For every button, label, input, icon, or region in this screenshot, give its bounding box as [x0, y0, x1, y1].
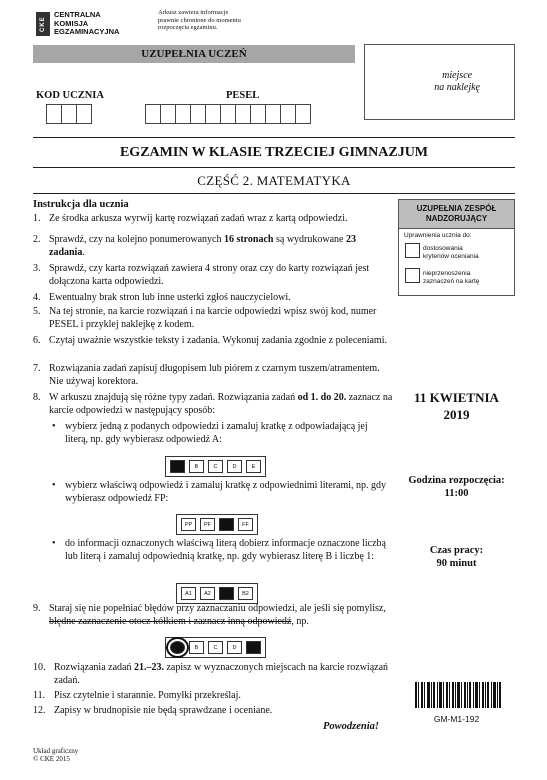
item-text: W arkuszu znajdują się różne typy zadań. Rozwiązania zadań od 1. do 20. zaznacz na karcie odpowiedzi w następujący sposób:	[49, 392, 393, 416]
exam-title: EGZAMIN W KLASIE TRZECIEJ GIMNAZJUM	[119, 145, 429, 160]
rights-label: Uprawnienia ucznia do:	[404, 232, 472, 239]
exam-date-day: 11 KWIETNIA	[414, 390, 499, 405]
instruction-item	[33, 705, 393, 718]
item-text: Pisz czytelnie i starannie. Pomyłki przekreślaj.	[54, 690, 241, 701]
start-time-label: Godzina rozpoczęcia:	[408, 475, 505, 486]
item-number: 3.	[33, 263, 41, 274]
barcode	[415, 682, 501, 708]
divider-top	[33, 137, 515, 138]
answer-box: E	[246, 641, 261, 654]
confidential-note	[158, 9, 241, 32]
no-transfer-label: nieprzenoszenia zaznaczeń na kartę	[423, 270, 480, 285]
pesel-boxes[interactable]	[145, 104, 310, 124]
divider-bottom	[33, 193, 515, 194]
item-text: Sprawdź, czy na kolejno ponumerowanych 16 stronach są wydrukowane 23 zadania.	[49, 234, 356, 258]
item-number: 5.	[33, 306, 41, 317]
answer-box: A2	[200, 587, 215, 600]
instruction-item	[33, 292, 393, 305]
bullet-item	[52, 480, 392, 505]
instruction-item	[33, 603, 393, 628]
note-line-2: prawnie chronione do momentu	[158, 16, 241, 24]
answer-box: C	[208, 641, 223, 654]
footer-line-2: © CKE 2015	[33, 755, 70, 763]
supervisor-panel-body	[398, 229, 515, 296]
pesel-label: PESEL	[226, 90, 260, 101]
instruction-item	[33, 662, 393, 687]
footer-line-1: Układ graficzny	[33, 747, 79, 755]
item-text: Ze środka arkusza wyrwij kartę rozwiązań zadań wraz z kartą odpowiedzi.	[49, 213, 348, 224]
student-fill-bar	[33, 45, 355, 63]
instruction-item	[33, 335, 393, 348]
bullet-dot: •	[52, 480, 56, 491]
adjust-criteria-checkbox[interactable]	[405, 243, 420, 258]
exam-date-year: 2019	[443, 407, 470, 422]
sticker-area	[364, 44, 515, 120]
exam-code: GM-M1-192	[433, 714, 480, 724]
instructions-heading: Instrukcja dla ucznia	[33, 199, 129, 210]
answer-box: PF	[200, 518, 215, 531]
answer-box: B1	[219, 587, 234, 600]
item-number: 6.	[33, 335, 41, 346]
answer-box: B	[189, 641, 204, 654]
note-line-1: Arkusz zawiera informacje	[158, 9, 229, 16]
item-text: Rozwiązania zadań zapisuj długopisem lub piórem z czarnym tuszem/atramentem. Nie używaj korektora.	[49, 363, 380, 387]
item-number: 10.	[33, 662, 46, 673]
duration-label: Czas pracy:	[429, 545, 484, 556]
bullet-item	[52, 421, 392, 446]
item-text: Rozwiązania zadań 21.–23. zapisz w wyznaczonych miejscach na karcie rozwiązań zadań.	[54, 662, 389, 686]
instruction-item	[33, 234, 393, 259]
instruction-item	[33, 690, 393, 703]
bullet-text: wybierz jedną z podanych odpowiedzi i zamaluj kratkę z odpowiadającą jej literą, np. gdy wybierasz odpowiedź A:	[65, 421, 368, 445]
cke-logo: CKE	[36, 12, 50, 36]
item-number: 8.	[33, 392, 41, 403]
instruction-item	[33, 306, 393, 331]
answer-box: D	[227, 641, 242, 654]
bullet-item	[52, 538, 392, 563]
start-time	[398, 474, 515, 500]
instruction-item	[33, 363, 393, 388]
institution-line-3: EGZAMINACYJNA	[54, 27, 120, 36]
item-text: Ewentualny brak stron lub inne usterki zgłoś nauczycielowi.	[49, 292, 291, 303]
note-line-3: rozpoczęcia egzaminu.	[158, 24, 218, 31]
institution-line-1: CENTRALNA	[54, 10, 101, 19]
answer-box: D	[227, 460, 242, 473]
answer-box: C	[208, 460, 223, 473]
item-number: 4.	[33, 292, 41, 303]
answer-box: B2	[238, 587, 253, 600]
supervisor-panel	[398, 199, 515, 296]
adjust-criteria-label: dostosowania kryteriów oceniania	[423, 245, 479, 260]
item-number: 1.	[33, 213, 41, 224]
answer-box: E	[246, 460, 261, 473]
bullet-dot: •	[52, 421, 56, 432]
instruction-item	[33, 263, 393, 288]
start-time-value: 11:00	[444, 488, 469, 499]
student-code-label: KOD UCZNIA	[36, 90, 104, 101]
footer	[33, 747, 78, 763]
answer-example-2	[176, 514, 258, 535]
answer-box: B	[189, 460, 204, 473]
instruction-item	[33, 213, 393, 226]
item-text: Sprawdź, czy karta rozwiązań zawiera 4 strony oraz czy do karty rozwiązań jest dołączona karta odpowiedzi.	[49, 263, 370, 287]
answer-box: FF	[238, 518, 253, 531]
item-number: 7.	[33, 363, 41, 374]
answer-box: PP	[181, 518, 196, 531]
bullet-text: do informacji oznaczonych właściwą literą dobierz informacje oznaczone liczbą lub literą i zamaluj odpowiednią kratkę, np. gdy wybierasz literę B i liczbę 1:	[65, 538, 386, 562]
sticker-line-1: miejsce	[442, 70, 473, 81]
answer-box: A	[170, 460, 185, 473]
institution-line-2: KOMISJA	[54, 18, 89, 28]
item-text: Zapisy w brudnopisie nie będą sprawdzane i oceniane.	[54, 705, 273, 716]
item-number: 2.	[33, 234, 41, 245]
no-transfer-checkbox[interactable]	[405, 268, 420, 283]
answer-box: A	[170, 641, 185, 654]
student-fill-label: UZUPEŁNIA UCZEŃ	[141, 48, 247, 60]
answer-example-3	[176, 583, 258, 604]
bullet-text: wybierz właściwą odpowiedź i zamaluj kratkę z odpowiednimi literami, np. gdy wybierasz odpowiedź FP:	[65, 480, 387, 504]
item-number: 11.	[33, 690, 46, 701]
institution-name	[54, 11, 119, 37]
answer-example-1	[165, 456, 266, 477]
answer-box: A1	[181, 587, 196, 600]
item-number: 12.	[33, 705, 46, 716]
instruction-item	[33, 392, 393, 417]
item-text: Staraj się nie popełniać błędów przy zaznaczaniu odpowiedzi, ale jeśli się pomylisz, błędne zaznaczenie otocz kółkiem i zaznacz inną odpowiedź, np.	[49, 603, 386, 627]
duration	[398, 544, 515, 570]
item-text: Na tej stronie, na karcie rozwiązań i na karcie odpowiedzi wpisz swój kod, numer PESEL i przyklej naklejkę z kodem.	[49, 306, 377, 330]
exam-subtitle: CZĘŚĆ 2. MATEMATYKA	[197, 173, 351, 188]
divider-mid	[33, 167, 515, 168]
good-luck-text: Powodzenia!	[323, 721, 380, 732]
answer-box: FP	[219, 518, 234, 531]
supervisor-panel-heading: UZUPEŁNIA ZESPÓŁ NADZORUJĄCY	[398, 199, 515, 229]
student-code-boxes[interactable]	[46, 104, 91, 124]
duration-value: 90 minut	[436, 558, 477, 569]
exam-date	[398, 389, 515, 423]
bullet-dot: •	[52, 538, 56, 549]
item-text: Czytaj uważnie wszystkie teksty i zadania. Wykonuj zadania zgodnie z poleceniami.	[49, 335, 387, 346]
sticker-line-2: na naklejkę	[434, 82, 480, 93]
answer-example-4	[165, 637, 266, 658]
item-number: 9.	[33, 603, 41, 614]
